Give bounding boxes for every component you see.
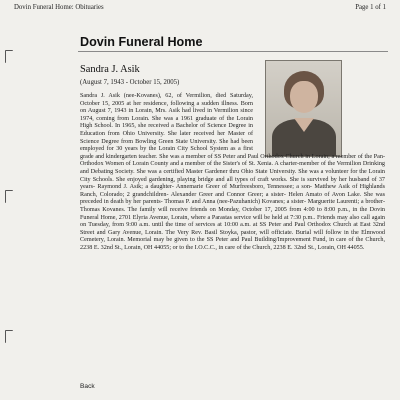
page-title: Dovin Funeral Home xyxy=(80,35,203,49)
deceased-name: Sandra J. Asik xyxy=(80,64,140,75)
back-link[interactable]: Back xyxy=(80,383,95,390)
print-header-page: Page 1 of 1 xyxy=(355,4,386,11)
obituary-paragraph: Sandra J. Asik (nee-Kovanes), 62, of Vermilion, died Saturday, October 15, 2005 at her residence, following a sudden illness. Born on August 7, 1943 in Lorain, Mrs. Asik had lived in Vermilion since 1974, coming from Lorain. She was a 1961 graduate of the Lorain High School. In 1965, she received a Bachelor of Science Degree in Education from Ohio University. She later received her Master of Science Degree from Bowling Green State University. She had been employed for 30 years by the Lorain City School System as a first grade and kindergarten teacher. She was a member of SS Peter and Paul Orthodox Church in Lorain; a member of the Pan-Orthodox Women of Lorain County and a member of the Sister's of St. Xenia. A charter-member of the Vermilion Drinking and Debating Society. She was a certified Master Gardener thru Ohio State University. She was a volunteer for the Lorain City Schools. She enjoyed gardening, playing bridge and all types of craft works. She is survived by her husband of 37 years- Raymond J. Asik; a daughter- Annemarie Greer of Murfreesboro, Tennessee; a son- Matthew Asik of Highlands Ranch, Colorado; 2 grandchildren- Alexander Greer and Connor Greer; a sister- Helen Amato of Avon Lake. She was preceded in death by her parents- Thomas P. and Anna (nee-Pazuhanich) Kovanes; a sister- Marguerite Laurenti; a brother- Thomas Kovanes. The family will receive friends on Monday, October 17, 2005 from 4:00 to 8:00 p.m., in the Dovin Funeral Home, 2701 Elyria Avenue, Lorain, where a Parastas service will be held at 7:30 p.m.. Friends may also call again on Tuesday, from 9:00 a.m. until the time of services at 10:00 a.m. at SS Peter and Paul Orthodox Church at East 32nd Street and Gary Avenue, Lorain. The Very Rev. Basil Stoyka, pastor, will officiate. Burial will follow in the Elmwood Cemetery, Lorain. Memorial may be given to the SS Peter and Paul Building/Improvement Fund, in care of the Church, 2238 E. 32nd St., Lorain, OH 44055; or to the I.O.C.C., in care of the Church, 2238 E. 32nd St., Lorain, OH 44055. xyxy=(80,93,385,251)
title-divider xyxy=(78,51,388,52)
punch-mark-icon xyxy=(5,330,13,343)
obituary-text xyxy=(80,93,385,252)
punch-mark-icon xyxy=(5,190,13,203)
print-header-site: Dovin Funeral Home: Obituaries xyxy=(14,4,104,11)
punch-mark-icon xyxy=(5,50,13,63)
life-dates: (August 7, 1943 - October 15, 2005) xyxy=(80,79,180,86)
